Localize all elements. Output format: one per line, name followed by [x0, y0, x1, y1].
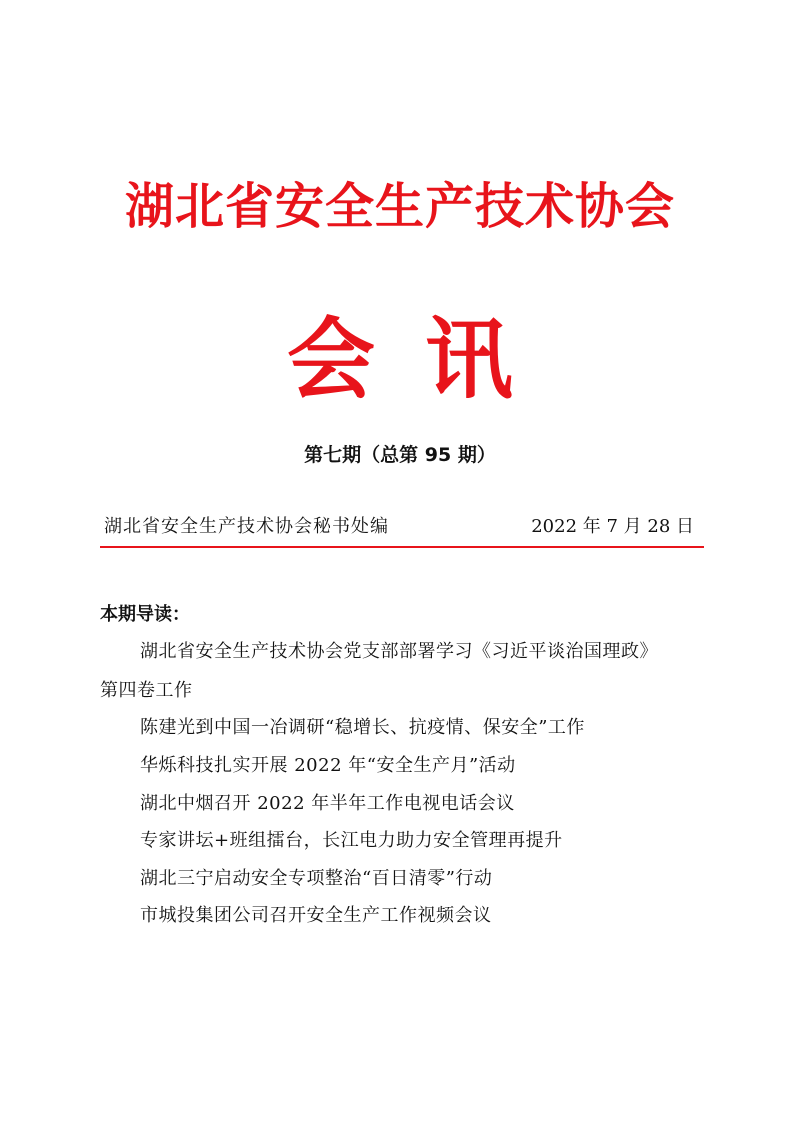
- publication-date: 2022 年 7 月 28 日: [531, 516, 694, 537]
- toc-item: 华烁科技扎实开展 2022 年“安全生产月”活动: [140, 755, 516, 776]
- organization-title: 湖北省安全生产技术协会: [124, 178, 675, 235]
- toc-heading: 本期导读：: [100, 604, 190, 625]
- toc-item-continuation: 第四卷工作: [100, 680, 193, 701]
- publication-title: 会讯: [286, 307, 563, 411]
- editor-credit: 湖北省安全生产技术协会秘书处编: [104, 516, 389, 537]
- issue-number: 第七期（总第 95 期）: [304, 444, 496, 466]
- toc-item: 湖北三宁启动安全专项整治“百日清零”行动: [140, 868, 493, 889]
- toc-item: 专家讲坛+班组擂台，长江电力助力安全管理再提升: [140, 830, 563, 851]
- toc-item: 市城投集团公司召开安全生产工作视频会议: [140, 905, 492, 926]
- toc-item: 湖北中烟召开 2022 年半年工作电视电话会议: [140, 793, 515, 814]
- toc-item: 湖北省安全生产技术协会党支部部署学习《习近平谈治国理政》: [140, 641, 658, 662]
- header-divider: [100, 546, 704, 548]
- toc-item: 陈建光到中国一冶调研“稳增长、抗疫情、保安全”工作: [140, 717, 585, 738]
